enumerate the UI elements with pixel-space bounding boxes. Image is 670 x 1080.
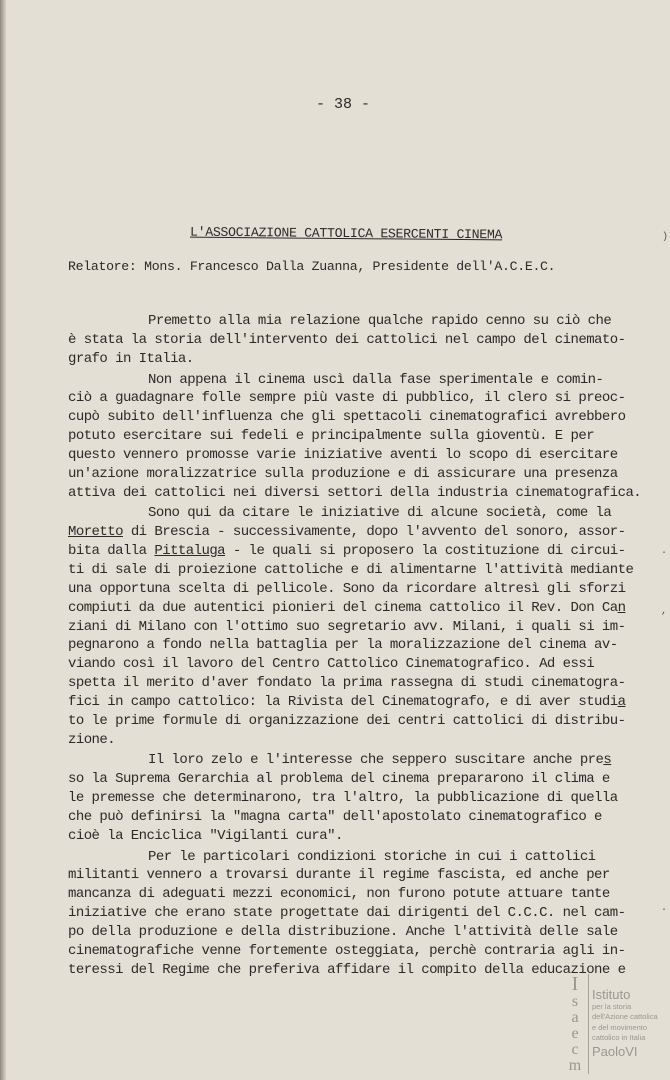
text-segment: Il loro zelo e l'interesse che seppero suscitare anche pre [148, 752, 604, 769]
text-line [68, 731, 653, 750]
paragraph [68, 848, 653, 980]
text-line [68, 712, 653, 731]
text-segment: è stata la storia dell'intervento dei cattolici nel campo del cinemato- [68, 331, 626, 348]
text-segment: potuto esercitare sui fedeli e principalmente sulla gioventù. E per [68, 428, 595, 445]
text-line [68, 674, 653, 693]
text-line [68, 923, 653, 942]
margin-mark: · [661, 905, 668, 916]
text-line [68, 693, 653, 712]
text-segment: una opportuna scelta di pellicole. Sono da ricordare altresì gli sforzi [68, 580, 626, 597]
text-segment: mancanza di adeguati mezzi economici, non furono potute attuare tante [68, 886, 610, 903]
page-edge-shadow [0, 0, 6, 1080]
text-segment: compiuti da due autentici pionieri del cinema cattolico il Rev. Don Ca [68, 599, 618, 616]
logo-letter: a [571, 1009, 579, 1026]
text-line [68, 446, 653, 465]
text-line [68, 331, 653, 350]
text-segment: to le prime formule di organizzazione dei centri cattolici di distribu- [68, 712, 626, 729]
text-segment: ti di sale di proiezione cattoliche e di alimentarne l'attività mediante [68, 561, 634, 578]
logo-text-line: e del movimento [592, 1022, 648, 1032]
text-line [68, 580, 653, 599]
margin-mark: ) [662, 232, 669, 243]
text-line [68, 636, 653, 655]
logo-text-line: per la storia [592, 1002, 632, 1011]
underlined-text: a [617, 693, 626, 710]
logo-text-line: Istituto [592, 987, 631, 1002]
text-segment: - le quali si proposero la costituzione di circui- [225, 543, 626, 560]
logo-text-line: dell'Azione cattolica [592, 1012, 658, 1022]
logo-letter: e [571, 1025, 579, 1042]
logo-text-line: PaoloVI [592, 1043, 638, 1059]
paragraph [68, 371, 653, 503]
logo-monogram [562, 974, 589, 1074]
document-body [68, 312, 653, 980]
text-line [68, 561, 653, 580]
text-segment: viando così il lavoro del Centro Cattolico Cinematografico. Ad essi [68, 656, 595, 673]
logo-letter: I [571, 973, 579, 995]
text-line [68, 427, 653, 446]
text-line [68, 655, 653, 674]
institute-logo-watermark [560, 972, 670, 1076]
text-segment: questo vennero promosse varie iniziative aventi lo scopo di esercitare [68, 446, 618, 463]
text-segment: di Brescia - successivamente, dopo l'avvento del sonoro, assor- [122, 524, 626, 541]
text-line [68, 942, 653, 961]
underlined-text: s [603, 752, 612, 769]
text-line [68, 618, 653, 637]
text-segment: Per le particolari condizioni storiche in cui i cattolici [148, 848, 596, 865]
text-segment: Sono qui da citare le iniziative di alcune società, come la [148, 505, 612, 522]
text-segment: po della produzione e della distribuzione. Anche l'attività delle sale [68, 924, 618, 940]
text-segment: Premetto alla mia relazione qualche rapido cenno su ciò che [148, 313, 612, 329]
text-segment: zione. [68, 731, 116, 748]
text-line [68, 484, 653, 503]
text-line [68, 371, 653, 390]
text-segment: teressi del Regime che preferiva affidare il compito della educazione e [68, 961, 626, 978]
text-line [68, 408, 653, 427]
text-segment: che può definirsi la "magna carta" dell'apostolato cinematografico e [68, 808, 602, 825]
text-line [68, 523, 653, 542]
logo-letter: c [571, 1041, 579, 1058]
text-segment: militanti vennero a trovarsi durante il regime fascista, ed anche per [68, 867, 610, 884]
logo-text-line: cattolico in Italia [592, 1033, 646, 1043]
text-segment: so la Suprema Gerarchia al problema del cinema prepararono il clima e [68, 771, 610, 788]
text-line [68, 789, 653, 808]
text-segment: spetta il merito d'aver fondato la prima rassegna di studi cinematogra- [68, 675, 626, 692]
underlined-text: Moretto [68, 524, 123, 541]
text-segment: un'azione moralizzatrice sulla produzione e di assicurare una presenza [68, 465, 618, 482]
speaker-line: Relatore: Mons. Francesco Dalla Zuanna, Presidente dell'A.C.E.C. [68, 259, 556, 274]
logo-letter: m [568, 1057, 582, 1074]
text-line [68, 866, 653, 885]
text-segment: grafo in Italia. [68, 350, 194, 367]
text-line [68, 465, 653, 484]
text-segment: cioè la Enciclica "Vigilanti cura". [68, 827, 343, 844]
text-segment: cinematografiche venne fortemente osteggiata, perchè contraria agli in- [68, 942, 626, 959]
text-line [68, 389, 653, 408]
text-line [68, 542, 653, 561]
text-segment: Non appena il cinema uscì dalla fase sperimentale e comin- [148, 371, 604, 388]
text-line [68, 599, 653, 618]
paragraph [68, 312, 653, 369]
text-line [68, 827, 653, 846]
text-segment: fici in campo cattolico: la Rivista del Cinematografo, e di aver studi [68, 693, 618, 710]
document-title: L'ASSOCIAZIONE CATTOLICA ESERCENTI CINEMA [189, 224, 503, 243]
text-line [68, 885, 653, 904]
paragraph [68, 504, 653, 749]
text-segment: bita dalla [68, 543, 155, 560]
underlined-text: Pittaluga [154, 543, 226, 560]
logo-text [592, 988, 658, 1059]
text-line [68, 504, 653, 523]
text-segment: attiva dei cattolici nei diversi settori della industria cinematografica. [68, 484, 642, 501]
text-segment: cupò subito dell'influenza che gli spettacoli cinematografici avrebbero [68, 409, 626, 426]
text-line [68, 751, 653, 770]
text-line [68, 312, 653, 331]
logo-letter: s [571, 993, 579, 1010]
margin-mark: · [661, 548, 668, 559]
text-segment: ciò a guadagnare folle sempre più vaste di pubblico, il clero si preoc- [68, 390, 626, 407]
text-segment: pegnarono a fondo nella battaglia per la moralizzazione del cinema av- [68, 637, 618, 654]
text-line [68, 808, 653, 827]
text-segment: ziani di Milano con l'ottimo suo segretario avv. Milani, i quali si im- [68, 618, 626, 635]
text-segment: iniziative che erano state progettate dai dirigenti del C.C.C. nel cam- [68, 905, 626, 922]
text-line [68, 904, 653, 923]
text-line [68, 350, 653, 369]
paragraph [68, 751, 653, 845]
text-line [68, 770, 653, 789]
underlined-text: n [617, 599, 626, 616]
text-segment: le premesse che determinarono, tra l'altro, la pubblicazione di quella [68, 790, 618, 807]
page-number: - 38 - [315, 96, 370, 113]
text-line [68, 848, 653, 867]
margin-mark: , [661, 606, 668, 617]
